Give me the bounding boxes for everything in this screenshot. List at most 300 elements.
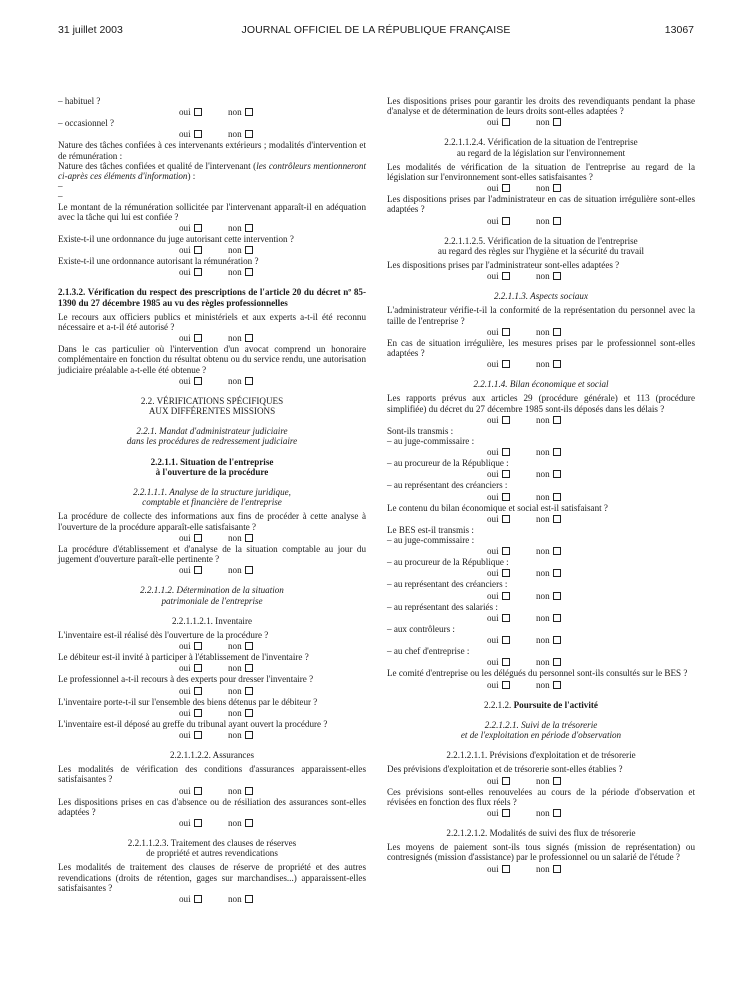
body-paragraph: L'administrateur vérifie-t-il la conformité de la représentation du personnel avec la taille de l'entreprise ?	[387, 305, 695, 326]
non-checkbox[interactable]	[245, 819, 253, 827]
oui-option	[487, 514, 510, 524]
oui-option	[179, 333, 202, 343]
body-paragraph: – au chef d'entreprise :	[387, 646, 470, 657]
answer-row	[58, 223, 366, 233]
oui-option	[487, 680, 510, 690]
non-checkbox[interactable]	[245, 377, 253, 385]
section-heading: 2.2.1.1. Situation de l'entreprise	[150, 456, 274, 467]
non-option	[536, 469, 561, 479]
oui-option	[487, 568, 510, 578]
oui-option	[487, 327, 510, 337]
non-option	[536, 359, 561, 369]
oui-label: oui	[179, 685, 191, 696]
oui-label: oui	[179, 893, 191, 904]
body-paragraph: – au représentant des créanciers :	[387, 480, 508, 491]
answer-row	[387, 183, 695, 193]
non-option	[228, 129, 253, 139]
answer-row	[387, 447, 695, 457]
oui-option	[487, 447, 510, 457]
non-checkbox[interactable]	[245, 642, 253, 650]
oui-option	[487, 546, 510, 556]
oui-label: oui	[487, 215, 499, 226]
answer-row	[387, 271, 695, 281]
oui-option	[179, 641, 202, 651]
non-option	[228, 223, 253, 233]
body-paragraph: Le comité d'entreprise ou les délégués du personnel sont-ils consultés sur le BES ?	[387, 668, 688, 679]
oui-option	[487, 359, 510, 369]
answer-row	[58, 245, 366, 255]
non-checkbox[interactable]	[245, 895, 253, 903]
body-paragraph: – au procureur de la République :	[387, 458, 509, 469]
oui-checkbox[interactable]	[194, 895, 202, 903]
non-label: non	[228, 893, 242, 904]
oui-checkbox[interactable]	[502, 470, 510, 478]
answer-row	[387, 776, 695, 786]
non-checkbox[interactable]	[553, 217, 561, 225]
oui-label: oui	[179, 107, 191, 118]
non-checkbox[interactable]	[553, 493, 561, 501]
body-paragraph: Des prévisions d'exploitation et de trésorerie sont-elles établies ?	[387, 764, 623, 775]
oui-label: oui	[487, 775, 499, 786]
oui-checkbox[interactable]	[502, 493, 510, 501]
non-option	[228, 107, 253, 117]
body-paragraph: Existe-t-il une ordonnance autorisant la rémunération ?	[58, 256, 259, 267]
non-checkbox[interactable]	[245, 268, 253, 276]
oui-checkbox[interactable]	[194, 566, 202, 574]
non-checkbox[interactable]	[553, 658, 561, 666]
oui-checkbox[interactable]	[502, 184, 510, 192]
answer-row	[58, 641, 366, 651]
left-column	[58, 96, 366, 905]
answer-row	[387, 469, 695, 479]
non-label: non	[536, 491, 550, 502]
non-checkbox[interactable]	[245, 246, 253, 254]
oui-label: oui	[179, 707, 191, 718]
non-checkbox[interactable]	[245, 130, 253, 138]
section-heading: patrimoniale de l'entreprise	[161, 595, 263, 606]
body-paragraph: Les dispositions prises pour garantir les droits des revendiquants pendant la phase d'analyse et de détermination de leurs droits sont-elles adaptées ?	[387, 96, 695, 117]
body-paragraph: Ces prévisions sont-elles renouvelées au cours de la période d'observation et révisées en fonction des flux réels ?	[387, 786, 695, 807]
oui-label: oui	[179, 267, 191, 278]
answer-row	[58, 533, 366, 543]
body-paragraph: – au procureur de la République :	[387, 557, 509, 568]
section-heading: 2.2.1.1.2.3. Traitement des clauses de réserves	[127, 837, 297, 848]
oui-checkbox[interactable]	[194, 246, 202, 254]
non-option	[536, 568, 561, 578]
section-heading: 2.2.1.2.1.2. Modalités de suivi des flux de trésorerie	[446, 827, 636, 838]
oui-checkbox[interactable]	[502, 636, 510, 644]
non-checkbox[interactable]	[553, 569, 561, 577]
oui-label: oui	[487, 414, 499, 425]
oui-checkbox[interactable]	[502, 515, 510, 523]
oui-checkbox[interactable]	[194, 534, 202, 542]
oui-label: oui	[179, 129, 191, 140]
answer-row	[387, 657, 695, 667]
body-paragraph: Les rapports prévus aux articles 29 (procédure générale) et 113 (procédure simplifiée) du décret du 27 décembre 1985 sont-ils déposés dans les délais ?	[387, 393, 695, 414]
body-paragraph: – au représentant des créanciers :	[387, 579, 508, 590]
oui-checkbox[interactable]	[194, 709, 202, 717]
oui-label: oui	[487, 546, 499, 557]
answer-row	[58, 663, 366, 673]
oui-checkbox[interactable]	[502, 681, 510, 689]
page-header	[58, 24, 694, 40]
non-checkbox[interactable]	[553, 809, 561, 817]
oui-label: oui	[179, 785, 191, 796]
non-label: non	[228, 729, 242, 740]
body-paragraph: Le BES est-il transmis :	[387, 524, 474, 535]
non-checkbox[interactable]	[553, 470, 561, 478]
non-label: non	[536, 215, 550, 226]
oui-option	[487, 183, 510, 193]
oui-checkbox[interactable]	[502, 865, 510, 873]
non-label: non	[228, 707, 242, 718]
non-checkbox[interactable]	[245, 787, 253, 795]
body-paragraph: – au juge-commissaire :	[387, 535, 475, 546]
body-paragraph: Les modalités de traitement des clauses de réserve de propriété et des autres revendications (droits de rétention, gages sur marchandises...) apparaissent-elles satisfaisantes ?	[58, 862, 366, 893]
oui-option	[487, 591, 510, 601]
non-option	[536, 546, 561, 556]
oui-label: oui	[487, 183, 499, 194]
oui-option	[179, 663, 202, 673]
body-paragraph: L'inventaire porte-t-il sur l'ensemble des biens détenus par le débiteur ?	[58, 696, 318, 707]
oui-checkbox[interactable]	[502, 809, 510, 817]
non-checkbox[interactable]	[553, 777, 561, 785]
right-column	[387, 96, 695, 875]
oui-option	[487, 117, 510, 127]
non-label: non	[228, 129, 242, 140]
oui-checkbox[interactable]	[194, 687, 202, 695]
section-heading: et de l'exploitation en période d'observation	[460, 729, 622, 740]
answer-row	[387, 591, 695, 601]
non-label: non	[536, 469, 550, 480]
body-paragraph: Sont-ils transmis :	[387, 425, 454, 436]
oui-checkbox[interactable]	[194, 642, 202, 650]
issue-date: 31 juillet 2003	[58, 24, 123, 36]
oui-checkbox[interactable]	[502, 416, 510, 424]
body-paragraph: –	[58, 191, 63, 202]
non-label: non	[228, 375, 242, 386]
oui-checkbox[interactable]	[502, 448, 510, 456]
oui-label: oui	[179, 333, 191, 344]
non-option	[228, 663, 253, 673]
oui-checkbox[interactable]	[194, 377, 202, 385]
non-option	[536, 271, 561, 281]
body-paragraph: La procédure de collecte des informations aux fins de procéder à cette analyse à l'ouverture de la procédure apparaît-elle satisfaisante ?	[58, 511, 366, 532]
answer-row	[58, 786, 366, 796]
non-option	[228, 641, 253, 651]
non-option	[536, 183, 561, 193]
non-option	[536, 327, 561, 337]
oui-label: oui	[487, 679, 499, 690]
section-heading: comptable et financière de l'entreprise	[142, 497, 282, 508]
answer-row	[387, 546, 695, 556]
oui-option	[487, 613, 510, 623]
section-heading: de propriété et autres revendications	[146, 848, 278, 859]
oui-checkbox[interactable]	[194, 268, 202, 276]
non-checkbox[interactable]	[553, 448, 561, 456]
non-checkbox[interactable]	[245, 566, 253, 574]
oui-checkbox[interactable]	[502, 658, 510, 666]
oui-label: oui	[487, 807, 499, 818]
answer-row	[387, 680, 695, 690]
answer-row	[387, 327, 695, 337]
body-paragraph: Les dispositions prises en cas d'absence ou de résiliation des assurances sont-elles adaptées ?	[58, 796, 366, 817]
non-checkbox[interactable]	[245, 731, 253, 739]
oui-option	[179, 686, 202, 696]
oui-label: oui	[487, 590, 499, 601]
body-paragraph: –	[58, 181, 63, 192]
answer-row	[58, 894, 366, 904]
oui-label: oui	[487, 513, 499, 524]
oui-label: oui	[179, 223, 191, 234]
body-paragraph: Les modalités de vérification des conditions d'assurances apparaissent-elles satisfaisantes ?	[58, 764, 366, 785]
body-paragraph: – habituel ?	[58, 96, 101, 106]
answer-row	[58, 730, 366, 740]
non-label: non	[536, 807, 550, 818]
oui-option	[487, 216, 510, 226]
oui-option	[179, 708, 202, 718]
oui-label: oui	[179, 663, 191, 674]
non-label: non	[536, 590, 550, 601]
oui-checkbox[interactable]	[502, 592, 510, 600]
non-checkbox[interactable]	[553, 636, 561, 644]
oui-checkbox[interactable]	[502, 217, 510, 225]
non-label: non	[536, 657, 550, 668]
answer-row	[387, 613, 695, 623]
body-paragraph: L'inventaire est-il réalisé dès l'ouverture de la procédure ?	[58, 629, 269, 640]
oui-checkbox[interactable]	[502, 360, 510, 368]
non-label: non	[536, 863, 550, 874]
non-checkbox[interactable]	[553, 328, 561, 336]
oui-label: oui	[487, 447, 499, 458]
oui-checkbox[interactable]	[502, 547, 510, 555]
non-checkbox[interactable]	[553, 592, 561, 600]
oui-option	[179, 786, 202, 796]
body-paragraph: – aux contrôleurs :	[387, 623, 455, 634]
non-option	[536, 613, 561, 623]
non-label: non	[228, 817, 242, 828]
non-label: non	[536, 546, 550, 557]
body-paragraph: Le débiteur est-il invité à participer à l'établissement de l'inventaire ?	[58, 652, 309, 663]
non-option	[536, 492, 561, 502]
non-checkbox[interactable]	[245, 709, 253, 717]
non-checkbox[interactable]	[553, 272, 561, 280]
non-option	[228, 267, 253, 277]
section-heading: 2.2.1.1.3. Aspects sociaux	[493, 291, 589, 302]
answer-row	[58, 565, 366, 575]
answer-row	[58, 129, 366, 139]
oui-label: oui	[487, 612, 499, 623]
section-heading: dans les procédures de redressement judiciaire	[126, 436, 298, 447]
section-heading: 2.2.1.1.2. Détermination de la situation	[140, 585, 284, 596]
oui-checkbox[interactable]	[194, 731, 202, 739]
answer-row	[58, 686, 366, 696]
bold-heading-text: Poursuite de l'activité	[513, 699, 598, 710]
non-label: non	[228, 245, 242, 256]
oui-checkbox[interactable]	[194, 787, 202, 795]
body-paragraph: Les dispositions prises par l'administrateur en cas de situation irrégulière sont-elles adaptées ?	[387, 194, 695, 215]
non-label: non	[536, 513, 550, 524]
oui-label: oui	[487, 271, 499, 282]
non-label: non	[536, 117, 550, 128]
non-checkbox[interactable]	[553, 416, 561, 424]
non-checkbox[interactable]	[553, 118, 561, 126]
oui-option	[487, 271, 510, 281]
answer-row	[387, 635, 695, 645]
body-paragraph: Les modalités de vérification de la situation de l'entreprise au regard de la législation sur l'environnement sont-elles satisfaisantes ?	[387, 161, 695, 183]
non-checkbox[interactable]	[553, 515, 561, 523]
oui-checkbox[interactable]	[194, 108, 202, 116]
answer-row	[387, 808, 695, 818]
body-paragraph: L'inventaire est-il déposé au greffe du tribunal ayant ouvert la procédure ?	[58, 718, 328, 729]
non-label: non	[536, 359, 550, 370]
body-paragraph: Existe-t-il une ordonnance du juge autorisant cette intervention ?	[58, 234, 294, 245]
non-option	[228, 708, 253, 718]
non-option	[536, 864, 561, 874]
non-option	[228, 333, 253, 343]
oui-option	[487, 776, 510, 786]
non-option	[536, 117, 561, 127]
non-checkbox[interactable]	[245, 334, 253, 342]
oui-label: oui	[487, 117, 499, 128]
answer-row	[387, 568, 695, 578]
body-paragraph: Les dispositions prises par l'administrateur sont-elles adaptées ?	[387, 260, 620, 271]
section-heading: au regard de la législation sur l'environnement	[456, 147, 626, 158]
body-paragraph: – au juge-commissaire :	[387, 436, 475, 447]
section-heading: à l'ouverture de la procédure	[155, 466, 269, 477]
non-label: non	[228, 223, 242, 234]
oui-checkbox[interactable]	[502, 118, 510, 126]
non-label: non	[536, 635, 550, 646]
non-label: non	[536, 183, 550, 194]
oui-option	[487, 415, 510, 425]
body-paragraph: Les moyens de paiement sont-ils tous signés (mission de représentation) ou contresignés (mission d'assistance) par le professionnel ou un salarié de l'étude ?	[387, 842, 695, 863]
section-heading: 2.2.1.1.2.5. Vérification de la situation de l'entreprise	[444, 235, 638, 246]
oui-checkbox[interactable]	[194, 819, 202, 827]
oui-option	[179, 730, 202, 740]
oui-label: oui	[179, 565, 191, 576]
non-option	[536, 808, 561, 818]
non-checkbox[interactable]	[553, 614, 561, 622]
non-label: non	[228, 107, 242, 118]
non-label: non	[228, 267, 242, 278]
oui-label: oui	[487, 469, 499, 480]
oui-option	[487, 808, 510, 818]
section-heading: 2.2.1.1.4. Bilan économique et social	[473, 379, 609, 390]
oui-checkbox[interactable]	[194, 664, 202, 672]
oui-option	[179, 894, 202, 904]
page-number: 13067	[664, 24, 694, 36]
oui-checkbox[interactable]	[194, 224, 202, 232]
oui-option	[179, 223, 202, 233]
answer-row	[58, 107, 366, 117]
oui-option	[179, 129, 202, 139]
non-label: non	[536, 447, 550, 458]
body-paragraph: Nature des tâches confiées et qualité de l'intervenant (les contrôleurs mentionneront ci-après ces éléments d'information) :	[58, 160, 366, 182]
oui-option	[179, 107, 202, 117]
oui-checkbox[interactable]	[502, 777, 510, 785]
oui-label: oui	[487, 568, 499, 579]
non-option	[228, 786, 253, 796]
non-checkbox[interactable]	[245, 687, 253, 695]
section-heading: 2.2.1. Mandat d'administrateur judiciaire	[136, 426, 288, 437]
section-heading: 2.2. VÉRIFICATIONS SPÉCIFIQUES	[140, 395, 284, 406]
body-paragraph: Le contenu du bilan économique et social est-il satisfaisant ?	[387, 502, 608, 513]
journal-title: JOURNAL OFFICIEL DE LA RÉPUBLIQUE FRANÇAISE	[241, 24, 511, 36]
non-option	[536, 514, 561, 524]
oui-checkbox[interactable]	[502, 569, 510, 577]
non-label: non	[536, 612, 550, 623]
oui-checkbox[interactable]	[502, 614, 510, 622]
answer-row	[58, 267, 366, 277]
non-option	[228, 533, 253, 543]
section-heading: 2.1.3.2. Vérification du respect des prescriptions de l'article 20 du décret nº 85-1390 du 27 décembre 1985 au vu des règles professionnelles	[58, 287, 366, 308]
oui-option	[179, 533, 202, 543]
section-heading: 2.2.1.1.2.4. Vérification de la situation de l'entreprise	[444, 137, 638, 148]
non-label: non	[536, 414, 550, 425]
non-checkbox[interactable]	[245, 224, 253, 232]
oui-label: oui	[179, 641, 191, 652]
answer-row	[58, 333, 366, 343]
non-label: non	[228, 333, 242, 344]
non-checkbox[interactable]	[245, 664, 253, 672]
non-checkbox[interactable]	[245, 534, 253, 542]
non-checkbox[interactable]	[553, 547, 561, 555]
oui-label: oui	[487, 657, 499, 668]
body-paragraph: La procédure d'établissement et d'analyse de la situation comptable au jour du jugement d'ouverture paraît-elle pertinente ?	[58, 543, 366, 565]
answer-row	[58, 376, 366, 386]
non-option	[536, 591, 561, 601]
non-checkbox[interactable]	[553, 184, 561, 192]
non-label: non	[228, 641, 242, 652]
oui-label: oui	[487, 491, 499, 502]
non-option	[228, 376, 253, 386]
body-paragraph: Le professionnel a-t-il recours à des experts pour dresser l'inventaire ?	[58, 674, 314, 685]
non-checkbox[interactable]	[553, 681, 561, 689]
non-label: non	[536, 775, 550, 786]
body-paragraph: Dans le cas particulier où l'intervention d'un avocat comprend un honoraire complémentaire en fonction du résultat obtenu ou du service rendu, une autorisation judiciaire préalable a-t-elle été obtenue ?	[58, 344, 366, 375]
non-checkbox[interactable]	[245, 108, 253, 116]
oui-checkbox[interactable]	[194, 334, 202, 342]
non-checkbox[interactable]	[553, 865, 561, 873]
oui-checkbox[interactable]	[502, 272, 510, 280]
non-label: non	[228, 565, 242, 576]
answer-row	[387, 117, 695, 127]
oui-label: oui	[179, 817, 191, 828]
oui-checkbox[interactable]	[194, 130, 202, 138]
non-label: non	[228, 532, 242, 543]
non-label: non	[536, 326, 550, 337]
non-option	[228, 565, 253, 575]
oui-checkbox[interactable]	[502, 328, 510, 336]
oui-label: oui	[179, 532, 191, 543]
non-label: non	[536, 679, 550, 690]
oui-label: oui	[179, 245, 191, 256]
non-checkbox[interactable]	[553, 360, 561, 368]
section-heading: 2.2.1.2. Poursuite de l'activité	[484, 699, 598, 710]
section-heading: au regard des règles sur l'hygiène et la sécurité du travail	[437, 245, 645, 256]
answer-row	[58, 708, 366, 718]
non-label: non	[228, 785, 242, 796]
non-option	[228, 894, 253, 904]
oui-option	[487, 469, 510, 479]
oui-option	[179, 818, 202, 828]
section-heading: 2.2.1.2.1.1. Prévisions d'exploitation et de trésorerie	[446, 750, 636, 761]
section-heading: 2.2.1.1.2.1. Inventaire	[171, 615, 253, 626]
oui-label: oui	[179, 729, 191, 740]
non-option	[536, 447, 561, 457]
non-option	[536, 415, 561, 425]
